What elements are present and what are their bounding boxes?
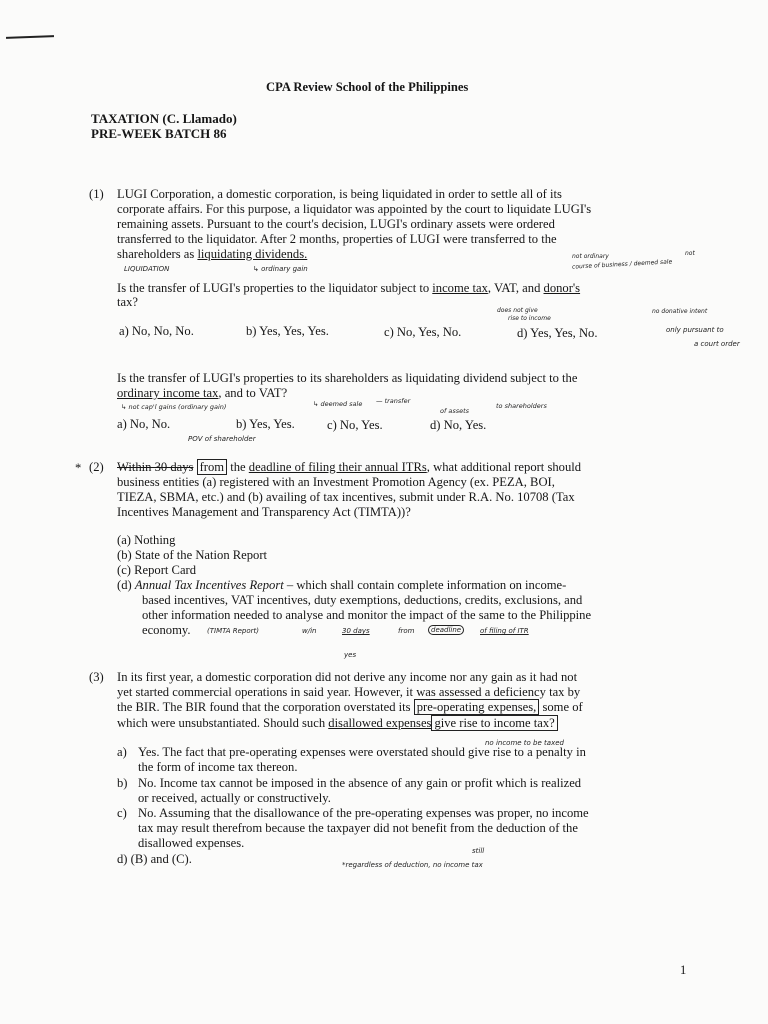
q1-line-5-text: shareholders as xyxy=(117,247,198,261)
note-from: from xyxy=(398,627,415,635)
q1-choice-c: c) No, Yes, No. xyxy=(384,325,462,339)
q3-line-1: In its first year, a domestic corporation did not derive any income nor any gain as it had not xyxy=(117,670,578,684)
q2-number: (2) xyxy=(89,460,104,474)
q3-line-4-text: which were unsubstantiated. Should such xyxy=(117,716,329,730)
q2-option-d-rest: – which shall contain complete information on income- xyxy=(283,578,567,592)
income-tax-text: income tax xyxy=(432,281,488,295)
q2-option-d xyxy=(117,578,566,593)
note-pov: POV of shareholder xyxy=(188,435,256,443)
note-no-donative: no donative intent xyxy=(652,308,708,315)
ordinary-income-tax-text: ordinary income tax xyxy=(117,386,219,400)
q1-ask2-line1: Is the transfer of LUGI's properties to its shareholders as liquidating dividend subject to the xyxy=(117,371,578,385)
note-course-business: course of business / deemed sale xyxy=(571,258,673,271)
q2-line-3: TIEZA, SBMA, etc.) and (b) availing of tax incentives, submit under R.A. No. 10708 (Tax xyxy=(117,490,575,504)
q1-line-4: transferred to the liquidator. After 2 months, properties of LUGI were transferred to the xyxy=(117,232,557,246)
note-filing-itr: of filing of ITR xyxy=(480,627,529,635)
q3-option-b-line-1: No. Income tax cannot be imposed in the absence of any gain or profit which is realized xyxy=(138,776,582,790)
deadline-filing-text: deadline of filing their annual ITRs xyxy=(248,460,427,474)
q1-choice2-d: d) No, Yes. xyxy=(430,418,487,432)
q2-star: * xyxy=(75,461,82,475)
school-title: CPA Review School of the Philippines xyxy=(266,80,469,94)
q2-option-b: (b) State of the Nation Report xyxy=(117,548,268,562)
from-boxed-text: from xyxy=(197,459,227,475)
q1-choice2-c: c) No, Yes. xyxy=(327,418,383,432)
q3-number: (3) xyxy=(89,670,104,684)
donors-text: donor's xyxy=(543,281,581,295)
disallowed-expenses-text: disallowed expenses xyxy=(328,716,432,730)
note-only-pursuant: only pursuant to xyxy=(666,326,724,334)
q1-line-3: remaining assets. Pursuant to the court's decision, LUGI's ordinary assets were ordered xyxy=(117,217,555,231)
note-not: not xyxy=(685,250,695,257)
q1-line-2: corporate affairs. For this purpose, a liquidator was appointed by the court to liquidate LUGI's xyxy=(117,202,592,216)
q2-line-1-end: , what additional report should xyxy=(426,460,582,474)
note-not-give: does not give xyxy=(497,307,538,314)
scan-mark xyxy=(6,35,54,39)
q1-number: (1) xyxy=(89,187,104,201)
q1-line-5 xyxy=(117,247,307,262)
q1-choice2-a: a) No, No. xyxy=(117,417,171,431)
note-court-order: a court order xyxy=(694,340,740,348)
batch-title: PRE-WEEK BATCH 86 xyxy=(91,126,227,141)
q3-option-a-line-1: Yes. The fact that pre-operating expenses were overstated should give rise to a penalty in xyxy=(138,745,586,759)
note-deemed-sale: ↳ deemed sale xyxy=(313,400,363,408)
q1-ask-text: Is the transfer of LUGI's properties to the liquidator subject to xyxy=(117,281,433,295)
q1-ask-end: tax? xyxy=(117,295,138,309)
note-deadline: deadline xyxy=(428,625,464,635)
liquidating-dividends-text: liquidating dividends. xyxy=(197,247,308,261)
q2-line-1-mid: the xyxy=(227,460,249,474)
q2-option-a: (a) Nothing xyxy=(117,533,176,547)
q3-line-3-end: some of xyxy=(539,700,583,714)
q2-option-c: (c) Report Card xyxy=(117,563,197,577)
q1-choice2-b: b) Yes, Yes. xyxy=(236,417,295,431)
q2-option-d-label: (d) xyxy=(117,578,132,592)
give-rise-boxed: give rise to income tax? xyxy=(431,715,557,731)
within-30-days-text: Within 30 days xyxy=(117,460,194,474)
q2-option-d-line-3: other information needed to analyse and monitor the impact of the same to the Philippine xyxy=(142,608,592,622)
note-not-ordinary: not ordinary xyxy=(572,253,609,260)
subject-title: TAXATION (C. Llamado) xyxy=(91,111,237,126)
note-rise-income: rise to income xyxy=(508,315,551,322)
q3-line-4 xyxy=(117,716,558,731)
q1-ask xyxy=(117,281,580,296)
q2-line-1 xyxy=(117,460,581,475)
q3-option-b-label: b) xyxy=(117,776,128,790)
q1-choice-a: a) No, No, No. xyxy=(119,324,194,338)
note-transfer: — transfer xyxy=(376,397,411,405)
note-no-income-taxed: no income to be taxed xyxy=(485,739,564,747)
q1-ask2-line2 xyxy=(117,386,287,401)
q3-option-c-line-1: No. Assuming that the disallowance of the pre-operating expenses was proper, no income xyxy=(138,806,589,820)
q3-option-a-line-2: the form of income tax thereon. xyxy=(138,760,298,774)
q2-line-4: Incentives Management and Transparency Act (TIMTA))? xyxy=(117,505,411,519)
q1-line-1: LUGI Corporation, a domestic corporation, is being liquidated in order to settle all of its xyxy=(117,187,562,201)
q2-line-2: business entities (a) registered with an Investment Promotion Agency (ex. PEZA, BOI, xyxy=(117,475,555,489)
q3-line-3-text: the BIR. The BIR found that the corporation overstated its xyxy=(117,700,414,714)
note-ordinary-gain: ↳ ordinary gain xyxy=(253,265,308,273)
note-timta-report: (TIMTA Report) xyxy=(207,627,260,635)
note-not-capital: ↳ not cap'l gains (ordinary gain) xyxy=(121,403,227,411)
page-number: 1 xyxy=(680,963,687,977)
note-regardless: *regardless of deduction, no income tax xyxy=(342,861,483,869)
q1-choice-b: b) Yes, Yes, Yes. xyxy=(246,324,329,338)
q3-option-c-label: c) xyxy=(117,806,127,820)
q1-ask-mid: , VAT, and xyxy=(487,281,544,295)
q3-option-a-label: a) xyxy=(117,745,127,759)
q3-line-2: yet started commercial operations in said year. However, it was assessed a deficiency tax by xyxy=(117,685,581,699)
q3-option-b-line-2: or received, actually or constructively. xyxy=(138,791,331,805)
q3-option-c-line-2: tax may result therefrom because the taxpayer did not benefit from the deduction of the xyxy=(138,821,578,835)
annual-tax-incentives-report-text: Annual Tax Incentives Report xyxy=(134,578,284,592)
q2-option-d-line-4: economy. xyxy=(142,623,191,637)
note-liquidation: LIQUIDATION xyxy=(124,265,170,273)
q3-option-c-line-3: disallowed expenses. xyxy=(138,836,245,850)
q2-option-d-line-2: based incentives, VAT incentives, duty exemptions, deductions, credits, exclusions, and xyxy=(142,593,583,607)
q1-choice-d: d) Yes, Yes, No. xyxy=(517,326,598,340)
note-still: still xyxy=(472,847,485,855)
note-to-shareholders: to shareholders xyxy=(496,402,547,410)
pre-operating-expenses-boxed: pre-operating expenses, xyxy=(414,699,540,715)
note-of-assets: of assets xyxy=(440,407,470,415)
q3-line-3 xyxy=(117,700,583,715)
note-30-days: 30 days xyxy=(342,627,370,635)
note-yes: yes xyxy=(344,651,357,659)
q3-option-d: d) (B) and (C). xyxy=(117,852,192,866)
q1-ask2-end: , and to VAT? xyxy=(218,386,288,400)
note-win: w/in xyxy=(302,627,317,635)
